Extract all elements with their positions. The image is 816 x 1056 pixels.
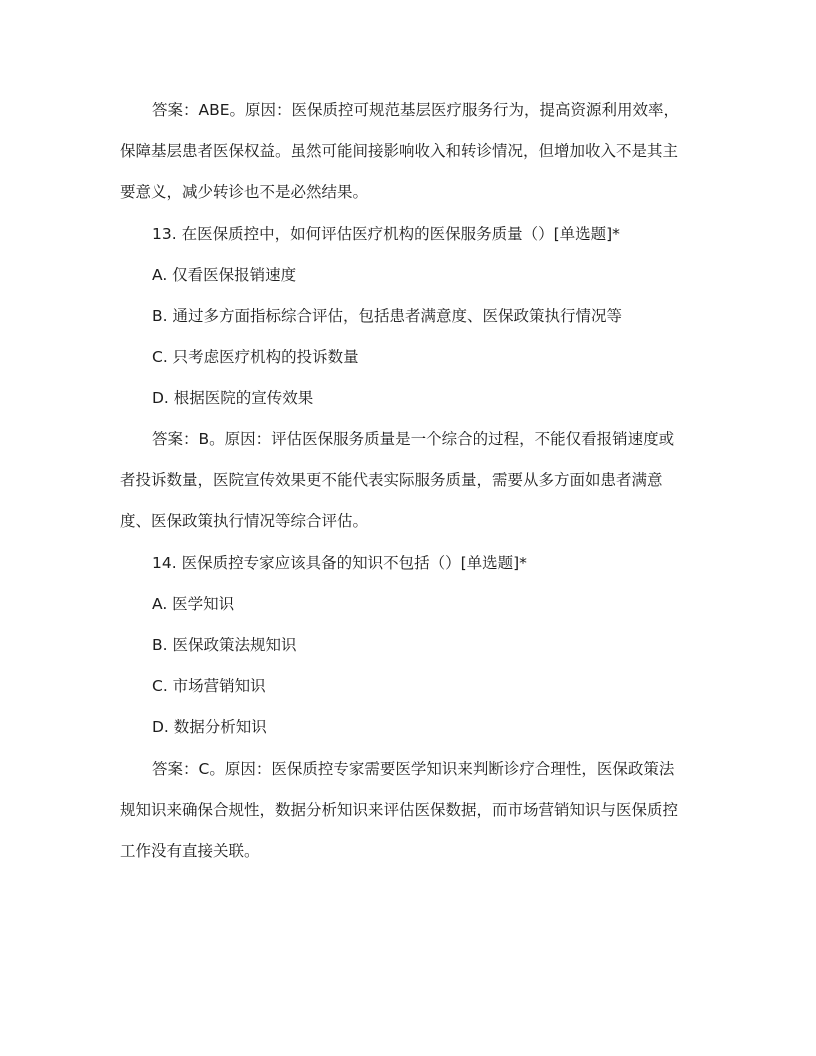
question-13-option-b: B. 通过多方面指标综合评估，包括患者满意度、医保政策执行情况等 — [152, 307, 622, 325]
question-14-title: 14. 医保质控专家应该具备的知识不包括（）[单选题]* — [152, 554, 527, 572]
question-14-option-a: A. 医学知识 — [152, 595, 235, 613]
question-14-option-d: D. 数据分析知识 — [152, 718, 267, 736]
answer-13-line-2: 者投诉数量，医院宣传效果更不能代表实际服务质量，需要从多方面如患者满意 — [120, 471, 663, 489]
answer-12-line-1: 答案：ABE。原因：医保质控可规范基层医疗服务行为，提高资源利用效率， — [152, 101, 680, 119]
answer-14-line-2: 规知识来确保合规性，数据分析知识来评估医保数据，而市场营销知识与医保质控 — [120, 801, 679, 819]
question-14-option-b: B. 医保政策法规知识 — [152, 636, 297, 654]
question-14-option-c: C. 市场营销知识 — [152, 677, 266, 695]
question-13-title: 13. 在医保质控中，如何评估医疗机构的医保服务质量（）[单选题]* — [152, 225, 620, 243]
answer-14-line-1: 答案：C。原因：医保质控专家需要医学知识来判断诊疗合理性，医保政策法 — [152, 760, 675, 778]
answer-13-line-3: 度、医保政策执行情况等综合评估。 — [120, 512, 369, 530]
answer-14-line-3: 工作没有直接关联。 — [120, 842, 260, 860]
answer-12-line-3: 要意义，减少转诊也不是必然结果。 — [120, 183, 369, 201]
answer-12-line-2: 保障基层患者医保权益。虽然可能间接影响收入和转诊情况，但增加收入不是其主 — [120, 142, 679, 160]
question-13-option-a: A. 仅看医保报销速度 — [152, 266, 297, 284]
question-13-option-c: C. 只考虑医疗机构的投诉数量 — [152, 348, 359, 366]
answer-13-line-1: 答案：B。原因：评估医保服务质量是一个综合的过程，不能仅看报销速度或 — [152, 430, 675, 448]
question-13-option-d: D. 根据医院的宣传效果 — [152, 389, 314, 407]
